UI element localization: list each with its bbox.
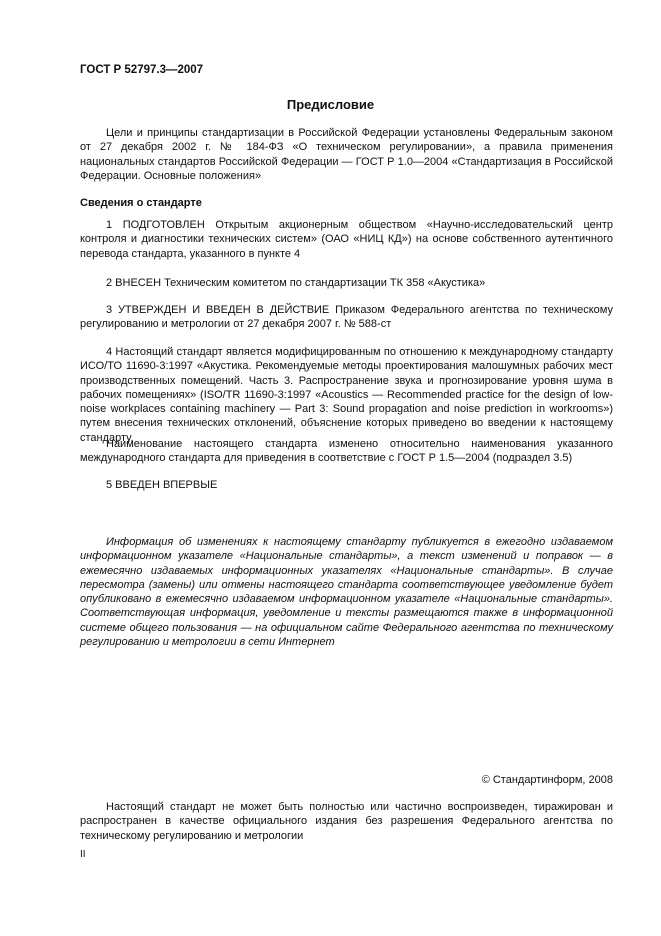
item-4-note: Наименование настоящего стандарта изменено относительно наименования указанного международного стандарта для приведения в соответствие с ГОСТ Р 1.5—2004 (подраздел 3.5) (80, 438, 613, 465)
item-2: 2 ВНЕСЕН Техническим комитетом по стандартизации ТК 358 «Акустика» (106, 277, 486, 289)
notice-paragraph: Информация об изменениях к настоящему стандарту публикуется в ежегодно издаваемом информационном указателе «Национальные стандарты», а текст изменений и поправок — в ежемесячно издаваемых информационных указателях «Национальные стандарты». В случае пересмотра (замены) или отмены настоящего стандарта соответствующее уведомление будет опубликовано в ежемесячно издаваемом информационном указателе «Национальные стандарты». Соответствующая информация, уведомление и тексты размещаются также в информационной системе общего пользования — на официальном сайте Федерального агентства по техническому регулированию и метрологии в сети Интернет (80, 536, 613, 649)
page-number: II (80, 849, 86, 860)
intro-paragraph: Цели и принципы стандартизации в Российской Федерации установлены Федеральным законом от 27 декабря 2002 г. № 184-ФЗ «О техническом регулировании», а правила применения национальных стандартов Российской Федерации — ГОСТ Р 1.0—2004 «Стандартизация в Российской Федерации. Основные положения» (80, 127, 613, 182)
standard-code: ГОСТ Р 52797.3—2007 (80, 64, 204, 76)
section-subtitle: Сведения о стандарте (80, 197, 202, 209)
item-3: 3 УТВЕРЖДЕН И ВВЕДЕН В ДЕЙСТВИЕ Приказом Федерального агентства по техническому регулированию и метрологии от 27 декабря 2007 г. № 588-ст (80, 304, 613, 331)
item-5: 5 ВВЕДЕН ВПЕРВЫЕ (106, 479, 218, 491)
copyright-line: © Стандартинформ, 2008 (481, 774, 613, 786)
item-1: 1 ПОДГОТОВЛЕН Открытым акционерным обществом «Научно-исследовательский центр контроля и диагностики технических систем» (ОАО «НИЦ КД») на основе собственного аутентичного перевода стандарта, указанного в пункте 4 (80, 219, 613, 260)
rights-paragraph: Настоящий стандарт не может быть полностью или частично воспроизведен, тиражирован и распространен в качестве официального издания без разрешения Федерального агентства по техническому регулированию и метрологии (80, 801, 613, 842)
page-title: Предисловие (286, 97, 375, 112)
item-4: 4 Настоящий стандарт является модифицированным по отношению к международному стандарту ИСО/ТО 11690-3:1997 «Акустика. Рекомендуемые методы проектирования малошумных рабочих мест производственных помещений. Часть 3. Распространение звука и прогнозирование уровня шума в рабочих помещениях» (ISO/TR 11690-3:1997 «Acoustics — Recommended practice for the design of low-noise workplaces containing machinery — Part 3: Sound propagation and noise prediction in workrooms») путем внесения технических отклонений, объяснение которых приведено во введении к настоящему стандарту. (80, 346, 613, 444)
